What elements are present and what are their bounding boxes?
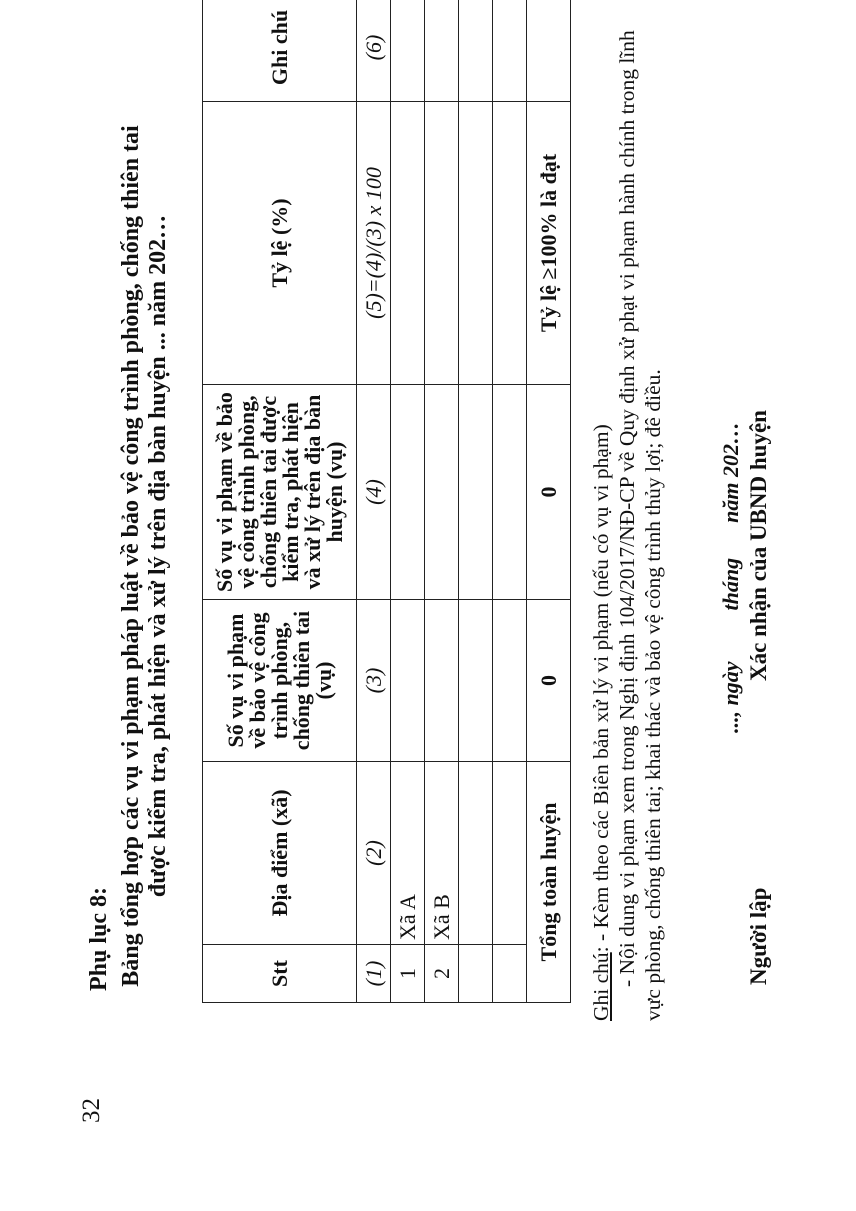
table-cell — [425, 600, 459, 762]
date-day: ..., ngày — [718, 661, 743, 733]
table-cell — [493, 762, 527, 945]
table-cell — [493, 102, 527, 385]
preparer-label: Người lập — [746, 887, 771, 985]
notes-block — [588, 21, 666, 1021]
column-number-row — [357, 0, 391, 1003]
table-row — [391, 0, 425, 1003]
appendix-title: Phụ lục 8: — [86, 886, 112, 991]
total-handled: 0 — [527, 385, 571, 600]
header-row — [203, 0, 357, 1003]
table-cell — [493, 600, 527, 762]
notes-line-1: : - Kèm theo các Biên bản xử lý vi phạm (nếu có vụ vi phạm) — [589, 424, 613, 953]
table-cell: 1 — [391, 945, 425, 1003]
column-number: (6) — [357, 0, 391, 102]
date-month: tháng — [718, 557, 743, 611]
table-cell: Xã B — [425, 762, 459, 945]
column-number: (5)=(4)/(3) x 100 — [357, 102, 391, 385]
table-cell — [425, 0, 459, 102]
notes-label: Ghi chú — [589, 952, 613, 1021]
summary-table — [202, 0, 571, 1003]
column-number: (1) — [357, 945, 391, 1003]
column-number: (3) — [357, 600, 391, 762]
date-year: năm 202… — [718, 422, 743, 523]
column-number: (2) — [357, 762, 391, 945]
header-location: Địa điểm (xã) — [203, 762, 357, 945]
total-rate-criterion: Tỷ lệ ≥100% là đạt — [527, 102, 571, 385]
table-row — [425, 0, 459, 1003]
page-number: 32 — [78, 1098, 105, 1123]
table-cell: 2 — [425, 945, 459, 1003]
table-title: Bảng tổng hợp các vụ vi phạm pháp luật về bảo vệ công trình phòng, chống thiên tai được kiểm tra, phát hiện và xử lý trên địa bàn huyện ... năm 202… — [118, 125, 171, 987]
table-cell — [391, 600, 425, 762]
total-row — [527, 0, 571, 1003]
header-handled-violations: Số vụ vi phạm về bảo vệ công trình phòng, chống thiên tai được kiểm tra, phát hiện và xử lý trên địa bàn huyện (vụ) — [203, 385, 357, 600]
table-cell — [391, 102, 425, 385]
table-cell — [459, 102, 493, 385]
header-rate: Tỷ lệ (%) — [203, 102, 357, 385]
table-cell — [425, 102, 459, 385]
total-violations: 0 — [527, 600, 571, 762]
table-cell — [459, 945, 493, 1003]
total-label: Tổng toàn huyện — [527, 762, 571, 1003]
table-cell — [493, 0, 527, 102]
column-number: (4) — [357, 385, 391, 600]
table-cell: Xã A — [391, 762, 425, 945]
table-cell — [459, 600, 493, 762]
table-cell — [459, 0, 493, 102]
table-cell — [391, 385, 425, 600]
table-cell — [459, 762, 493, 945]
confirmation-label: Xác nhận của UBND huyện — [746, 410, 771, 681]
table-row — [459, 0, 493, 1003]
table-cell — [493, 385, 527, 600]
notes-line-2: - Nội dung vi phạm xem trong Nghị định 104/2017/NĐ-CP về Quy định xử phạt vi phạm hành chính trong lĩnh vực phòng, chống thiên tai; khai thác và bảo vệ công trình thủy lợi; đê điều. — [615, 30, 665, 1021]
header-stt: Stt — [203, 945, 357, 1003]
total-notes — [527, 0, 571, 102]
table-cell — [425, 385, 459, 600]
header-violations: Số vụ vi phạm về bảo vệ công trình phòng, chống thiên tai (vụ) — [203, 600, 357, 762]
table-row — [493, 0, 527, 1003]
table-cell — [391, 0, 425, 102]
header-notes: Ghi chú — [203, 0, 357, 102]
table-cell — [459, 385, 493, 600]
table-cell — [493, 945, 527, 1003]
date-line — [718, 422, 744, 733]
